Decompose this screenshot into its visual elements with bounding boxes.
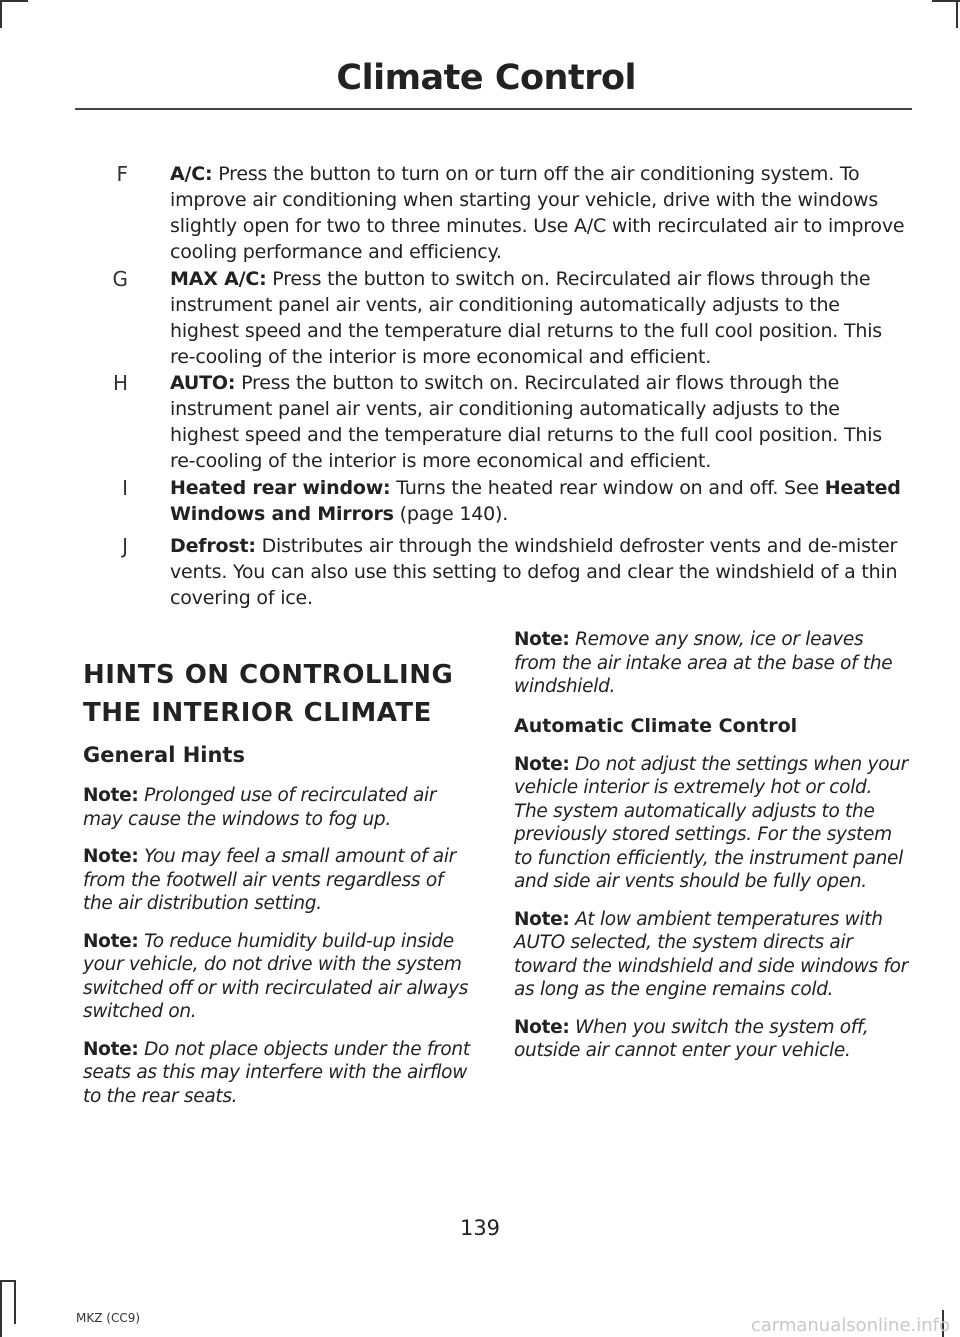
section-heading: HINTS ON CONTROLLING THE INTERIOR CLIMATE [83, 660, 454, 728]
crop-mark [0, 1280, 2, 1337]
note: Note: Remove any snow, ice or leaves from the air intake area at the base of the windshield. [514, 629, 893, 697]
item-letter: I [122, 476, 128, 500]
crop-mark [0, 0, 2, 28]
item-text [170, 475, 905, 527]
item-text [170, 370, 905, 474]
item-text [170, 533, 905, 611]
item-description: Press the button to turn on or turn off the air conditioning system. To improve air conditioning when starting your vehicle, drive with the windows slightly open for two to three minutes. Use A/C with recirculated air to improve cooling performance and efficiency. [170, 163, 905, 263]
item-description: Turns the heated rear window on and off. See [390, 477, 825, 499]
subheading: General Hints [83, 743, 245, 767]
item-description: Press the button to switch on. Recirculated air flows through the instrument panel air vents, air conditioning automatically adjusts to the highest speed and the temperature dial returns to the full cool position. This re-cooling of the interior is more economical and efficient. [170, 268, 882, 368]
item-description: Distributes air through the windshield defroster vents and de-mister vents. You can also use this setting to defog and clear the windshield of a thin covering of ice. [170, 535, 898, 609]
right-column [514, 628, 909, 1077]
note: Note: Do not place objects under the front seats as this may interfere with the airflow to the rear seats. [83, 1038, 470, 1107]
item-letter: F [116, 162, 128, 186]
item-label: Defrost: [170, 535, 256, 557]
note: Note: At low ambient temperatures with AUTO selected, the system directs air toward the windshield and side windows for as long as the engine remains cold. [514, 908, 908, 1000]
item-letter: H [112, 371, 128, 395]
item-text [170, 266, 905, 370]
watermark: carmanualsonline.info [750, 1315, 950, 1336]
crop-mark [0, 0, 28, 2]
item-label: A/C: [170, 163, 213, 185]
item-text [170, 161, 905, 265]
note: Note: When you switch the system off, outside air cannot enter your vehicle. [514, 1016, 869, 1061]
note: Note: Prolonged use of recirculated air may cause the windows to fog up. [83, 785, 437, 830]
crop-mark [956, 0, 958, 28]
crop-mark [932, 0, 960, 2]
left-column [83, 658, 478, 1122]
item-description: Press the button to switch on. Recirculated air flows through the instrument panel air vents, air conditioning automatically adjusts to the highest speed and the temperature dial returns to the full cool position. This re-cooling of the interior is more economical and efficient. [170, 372, 882, 472]
page-title: Climate Control [336, 58, 636, 98]
item-label: Heated rear window: [170, 477, 391, 499]
cross-reference-link[interactable]: Heated Windows and Mirrors [170, 477, 901, 525]
page-number: 139 [459, 1216, 501, 1240]
page-reference: (page 140). [393, 503, 509, 525]
model-code: MKZ (CC9) [76, 1311, 141, 1325]
item-letter: G [112, 267, 128, 291]
note: Note: To reduce humidity build-up inside your vehicle, do not drive with the system switched off or with recirculated air always switched on. [83, 930, 469, 1022]
note: Note: Do not adjust the settings when your vehicle interior is extremely hot or cold. The system automatically adjusts to the previously stored settings. For the system to function efficiently, the instrument panel and side air vents should be fully open. [514, 753, 908, 892]
item-letter: J [122, 534, 128, 558]
note: Note: You may feel a small amount of air from the footwell air vents regardless of the air distribution setting. [83, 846, 456, 914]
header-divider [75, 108, 912, 110]
subheading: Automatic Climate Control [514, 714, 798, 737]
item-label: MAX A/C: [170, 268, 267, 290]
crop-mark [14, 1280, 16, 1324]
item-label: AUTO: [170, 372, 236, 394]
